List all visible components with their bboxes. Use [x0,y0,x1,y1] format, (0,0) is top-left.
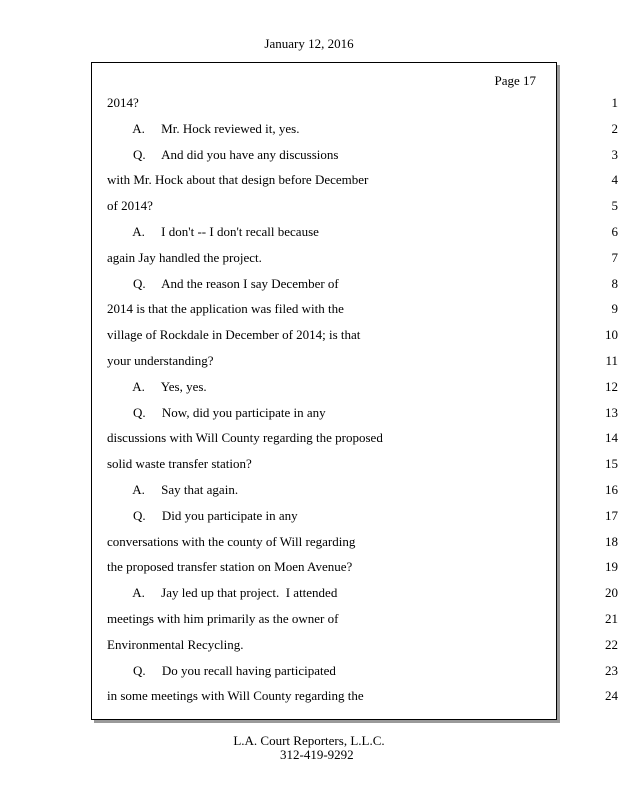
line-number: 20 [605,585,618,600]
transcript-line: Q. Do you recall having participated [107,663,336,678]
line-number: 12 [605,379,618,394]
page-number: Page 17 [494,73,536,88]
line-number: 19 [605,559,618,574]
line-number: 24 [605,688,618,703]
transcript-line: conversations with the county of Will regarding [107,534,356,549]
line-number: 8 [611,276,618,291]
transcript-line: A. Say that again. [107,482,239,497]
header-date: January 12, 2016 [264,36,354,51]
line-number: 18 [605,534,618,549]
line-number: 7 [611,250,618,265]
transcript-line: again Jay handled the project. [107,250,262,265]
line-number: 9 [611,301,618,316]
transcript-line: 2014 is that the application was filed with the [107,301,344,316]
line-number: 2 [611,121,618,136]
transcript-line: A. I don't -- I don't recall because [107,224,319,239]
transcript-line: Q. Did you participate in any [107,508,298,523]
transcript-line: Environmental Recycling. [107,637,244,652]
transcript-line: Q. And did you have any discussions [107,147,339,162]
transcript-line: with Mr. Hock about that design before December [107,172,369,187]
transcript-line: village of Rockdale in December of 2014; is that [107,327,361,342]
line-number: 14 [605,430,618,445]
line-number: 17 [605,508,618,523]
line-number: 5 [611,198,618,213]
line-number: 15 [605,456,618,471]
transcript-line: Q. Now, did you participate in any [107,405,326,420]
line-number: 11 [605,353,618,368]
transcript-line: A. Jay led up that project. I attended [107,585,338,600]
line-number: 21 [605,611,618,626]
transcript-line: solid waste transfer station? [107,456,252,471]
transcript-line: the proposed transfer station on Moen Avenue? [107,559,353,574]
transcript-line: A. Yes, yes. [107,379,207,394]
transcript-line: 2014? [107,95,139,110]
footer-company: L.A. Court Reporters, L.L.C. [233,733,385,748]
transcript-line: in some meetings with Will County regarding the [107,688,364,703]
line-number: 13 [605,405,618,420]
line-number: 16 [605,482,618,497]
line-number: 3 [611,147,618,162]
transcript-line: discussions with Will County regarding the proposed [107,430,383,445]
line-number: 10 [605,327,618,342]
line-number: 22 [605,637,618,652]
footer-phone: 312-419-9292 [280,747,354,762]
line-number: 6 [611,224,618,239]
transcript-line: meetings with him primarily as the owner of [107,611,339,626]
line-number: 4 [611,172,618,187]
line-number: 1 [611,95,618,110]
transcript-line: Q. And the reason I say December of [107,276,339,291]
transcript-line: of 2014? [107,198,153,213]
line-number: 23 [605,663,618,678]
transcript-line: your understanding? [107,353,214,368]
transcript-line: A. Mr. Hock reviewed it, yes. [107,121,300,136]
